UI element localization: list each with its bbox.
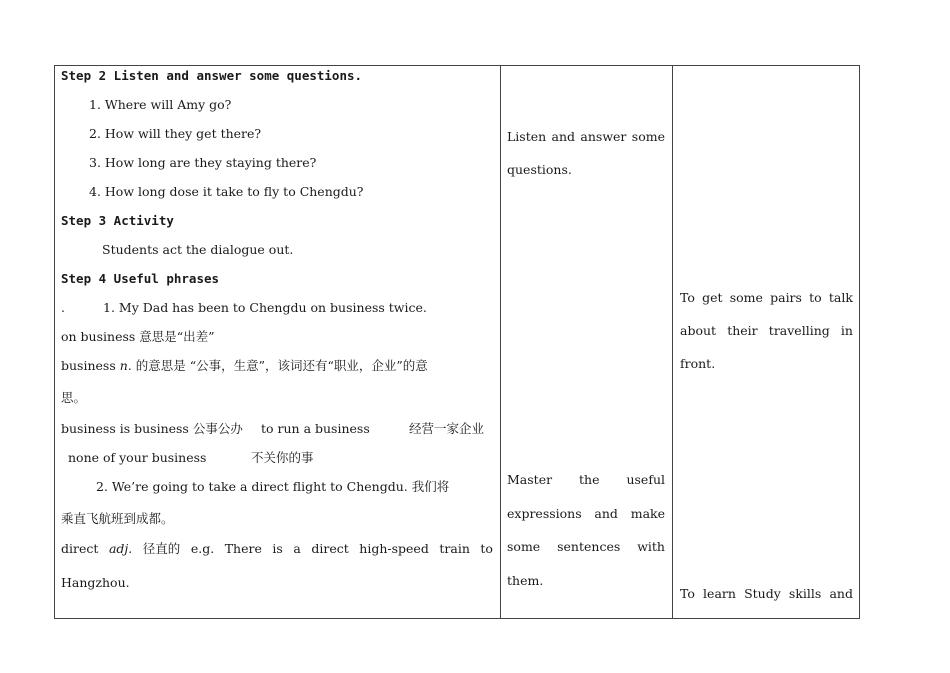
pairs-purpose-cont: front. — [680, 356, 716, 371]
business-phrase: business is business 公事公办 — [61, 421, 243, 436]
step3-title: Step 3 Activity — [61, 213, 174, 228]
business-noun-note-cont: 思。 — [61, 390, 87, 405]
step4-title: Step 4 Useful phrases — [61, 271, 220, 286]
direct-note-cont: Hangzhou. — [61, 575, 130, 590]
step2-title: Step 2 Listen and answer some questions. — [61, 68, 363, 83]
learn-purpose: To learn Study skills and — [680, 586, 853, 601]
question-item: 3. How long are they staying there? — [89, 155, 317, 170]
phrase-1: 1. My Dad has been to Chengdu on business twice. — [103, 300, 427, 315]
column-divider — [500, 66, 501, 618]
business-phrase: none of your business — [68, 450, 207, 465]
business-phrase-cn: 不关你的事 — [251, 450, 314, 465]
master-activity: some sentences with — [507, 539, 665, 554]
pairs-purpose: about their travelling in — [680, 323, 853, 338]
on-business-note: on business 意思是“出差” — [61, 329, 215, 344]
master-activity-cont: them. — [507, 573, 544, 588]
question-item: 1. Where will Amy go? — [89, 97, 232, 112]
step3-text: Students act the dialogue out. — [102, 242, 294, 257]
column-divider — [672, 66, 673, 618]
business-phrase: to run a business — [261, 421, 370, 436]
master-activity: Master the useful — [507, 472, 665, 487]
pairs-purpose: To get some pairs to talk — [680, 290, 853, 305]
business-phrase-cn: 经营一家企业 — [409, 421, 485, 436]
question-item: 4. How long dose it take to fly to Chengdu? — [89, 184, 364, 199]
master-activity: expressions and make — [507, 506, 665, 521]
question-item: 2. How will they get there? — [89, 126, 262, 141]
direct-note: direct adj. 径直的 e.g. There is a direct high-speed train to — [61, 541, 493, 556]
listen-activity: Listen and answer some — [507, 129, 665, 144]
phrase-2-cont: 乘直飞航班到成都。 — [61, 511, 174, 526]
listen-activity-cont: questions. — [507, 162, 572, 177]
list-dot: . — [61, 300, 65, 315]
phrase-2: 2. We’re going to take a direct flight to Chengdu. 我们将 — [96, 479, 450, 494]
business-noun-note: business n. 的意思是 “公事，生意”，该词还有“职业，企业”的意 — [61, 358, 428, 373]
